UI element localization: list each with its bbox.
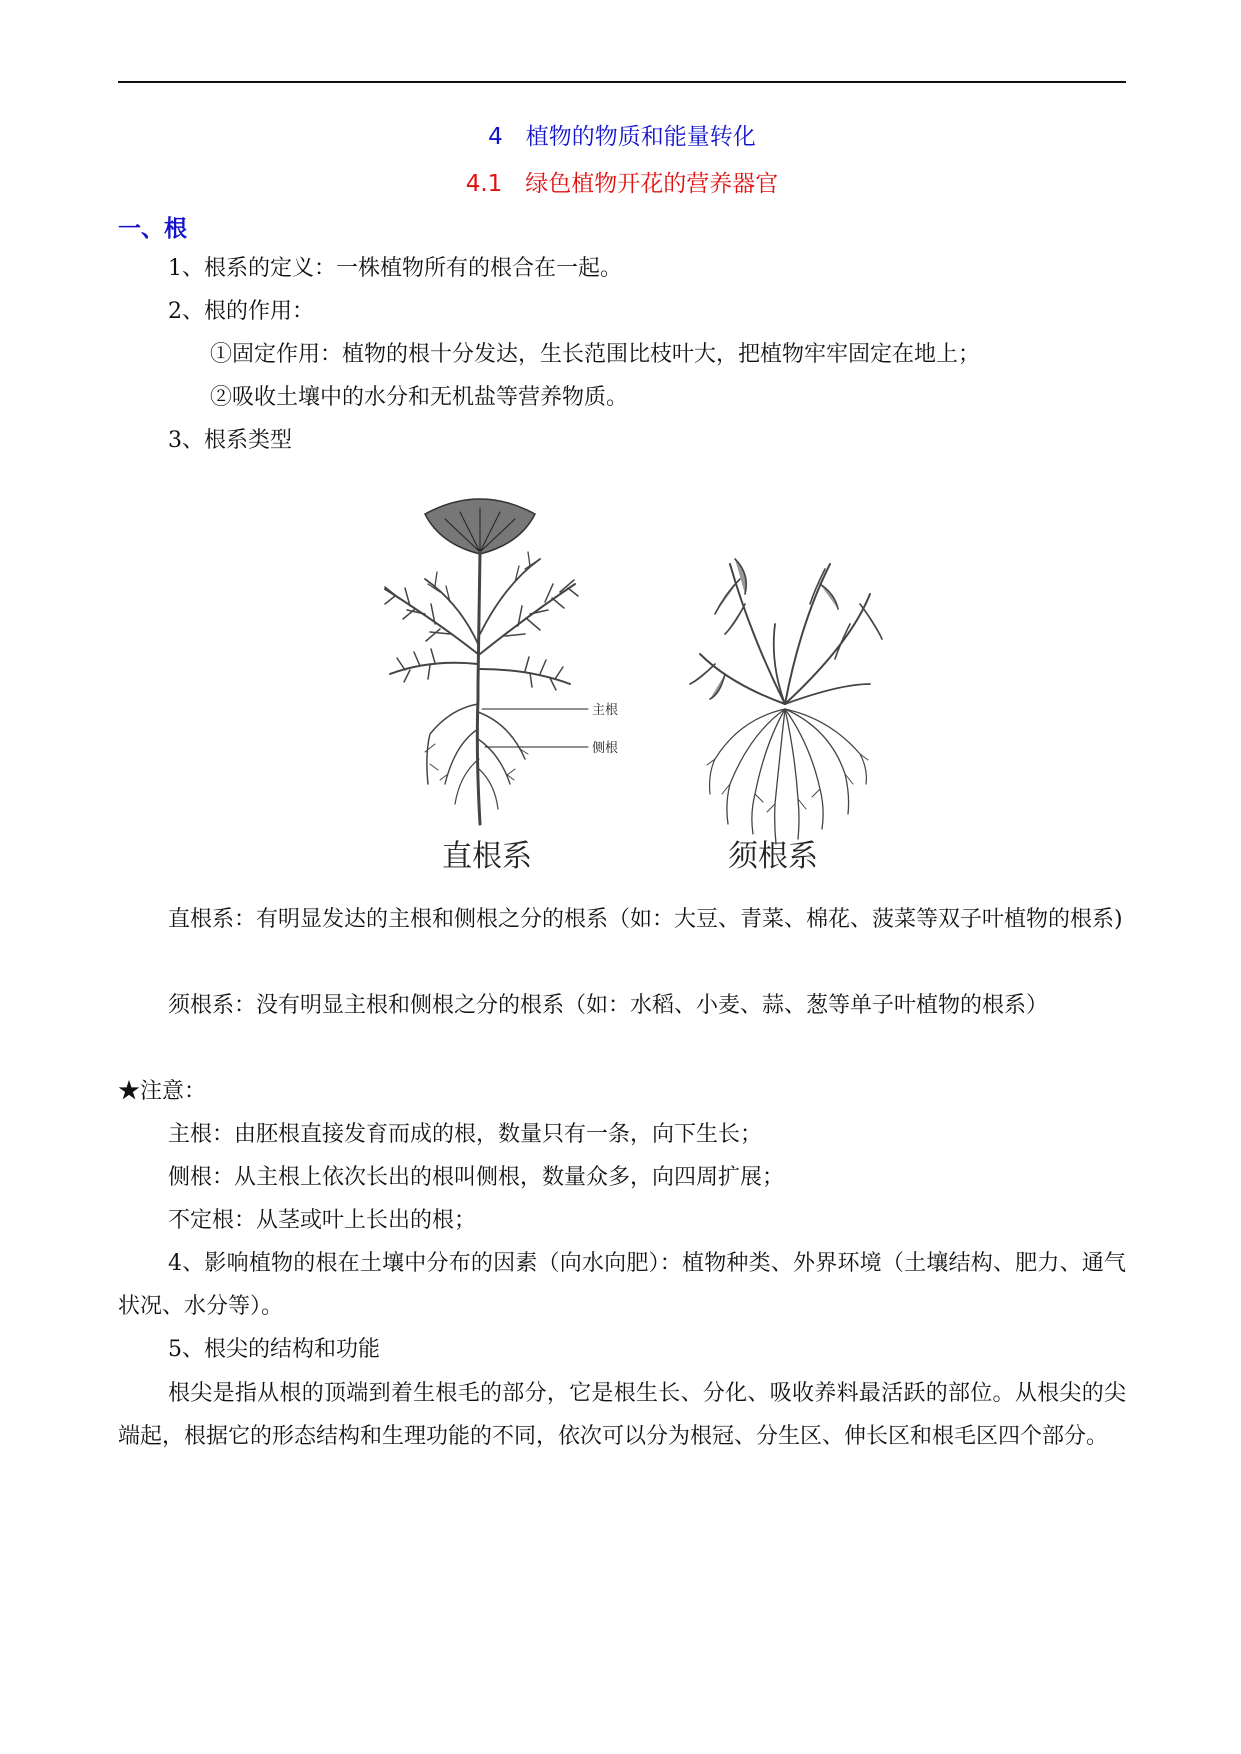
item-distribution-factors: 4、影响植物的根在土壤中分布的因素（向水向肥）：植物种类、外界环境（土壤结构、肥力、通气状况、水分等）。 [118,1251,1126,1319]
item-root-system-definition: 1、根系的定义：一株植物所有的根合在一起。 [168,256,622,281]
chapter-title: 4 植物的物质和能量转化 [488,124,756,150]
item-root-tip: 5、根尖的结构和功能 [168,1337,380,1362]
fibrous-description: 须根系：没有明显主根和侧根之分的根系（如：水稻、小麦、蒜、葱等单子叶植物的根系） [168,993,1049,1018]
caption-taproot: 直根系 [442,839,532,874]
note-lateral-root: 侧根：从主根上依次长出的根叫侧根，数量众多，向四周扩展； [168,1165,785,1190]
caption-fibrous: 须根系 [728,839,818,874]
root-systems-figure [330,484,930,894]
section-heading-root: 一、根 [118,216,187,242]
item-root-system-types: 3、根系类型 [168,428,292,453]
taproot-plant-illustration [385,499,588,824]
section-title: 4.1 绿色植物开花的营养器官 [465,171,779,197]
header-rule [118,81,1126,83]
note-main-root: 主根：由胚根直接发育而成的根，数量只有一条，向下生长； [168,1122,763,1147]
note-heading: ★注意： [118,1079,207,1104]
item-absorbing-function: ②吸收土壤中的水分和无机盐等营养物质。 [210,385,629,410]
item-root-functions: 2、根的作用： [168,299,314,324]
root-tip-description: 根尖是指从根的顶端到着生根毛的部分，它是根生长、分化、吸收养料最活跃的部位。从根尖的尖端起，根据它的形态结构和生理功能的不同，依次可以分为根冠、分生区、伸长区和根毛区四个部分。 [118,1381,1126,1449]
fibrous-plant-illustration [690,559,882,844]
label-main-root: 主根 [592,703,619,718]
taproot-description: 直根系：有明显发达的主根和侧根之分的根系（如：大豆、青菜、棉花、菠菜等双子叶植物的根系) [168,907,1123,932]
note-adventitious-root: 不定根：从茎或叶上长出的根； [168,1208,477,1233]
label-lateral-root: 侧根 [592,741,619,756]
item-fixing-function: ①固定作用：植物的根十分发达，生长范围比枝叶大，把植物牢牢固定在地上； [210,342,981,367]
